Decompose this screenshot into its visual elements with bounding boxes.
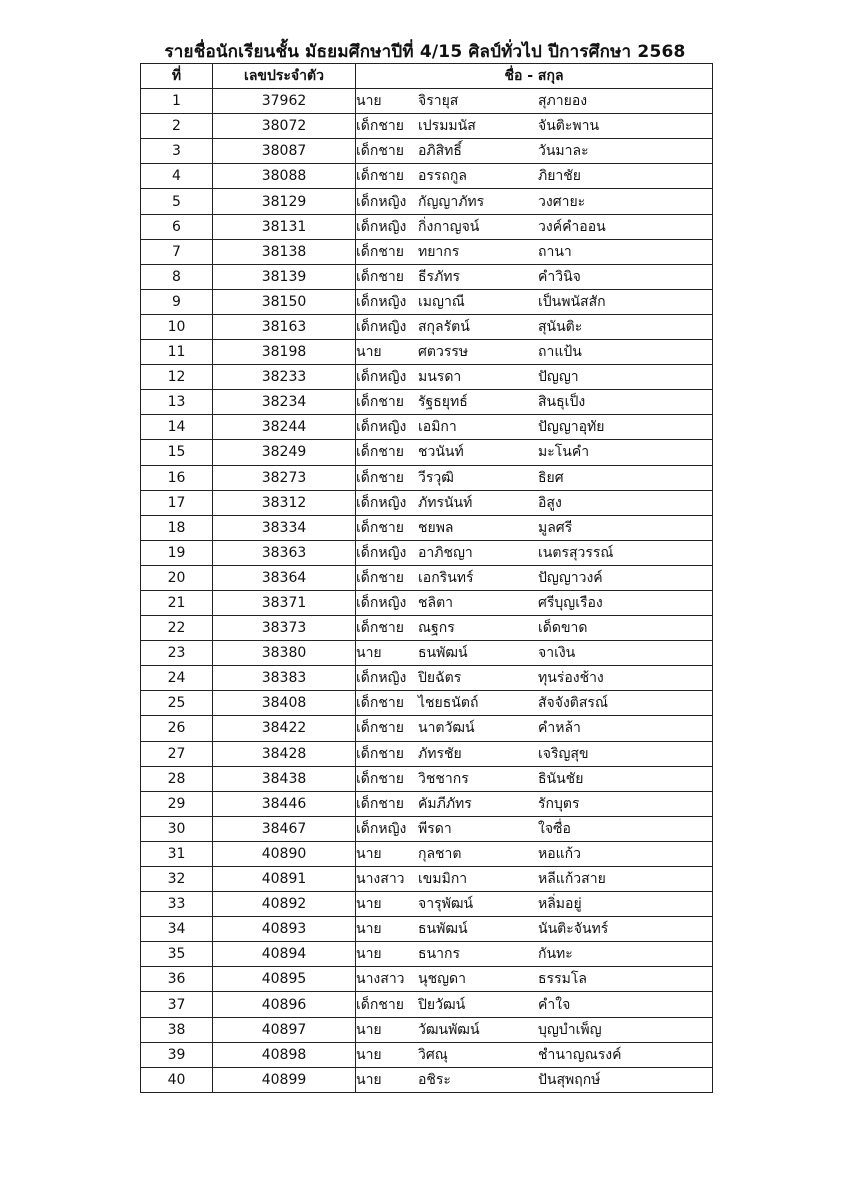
first-name: ธนากร bbox=[418, 946, 460, 963]
row-number: 17 bbox=[141, 490, 213, 515]
student-name bbox=[356, 917, 713, 942]
student-id: 40897 bbox=[213, 1017, 356, 1042]
last-name: ธรรมโล bbox=[538, 971, 587, 988]
student-id: 40893 bbox=[213, 917, 356, 942]
name-prefix: เด็กชาย bbox=[356, 720, 404, 737]
row-number: 14 bbox=[141, 415, 213, 440]
student-id: 38072 bbox=[213, 114, 356, 139]
row-number: 2 bbox=[141, 114, 213, 139]
last-name: สินธุเป็ง bbox=[538, 394, 586, 411]
last-name: อิสูง bbox=[538, 494, 562, 511]
page-title: รายชื่อนักเรียนชั้น มัธยมศึกษาปีที่ 4/15 ศิลป์ทั่วไป ปีการศึกษา 2568 bbox=[164, 42, 686, 62]
first-name: กุลชาต bbox=[418, 845, 462, 862]
student-id: 38139 bbox=[213, 264, 356, 289]
first-name: วีรวุฒิ bbox=[418, 469, 454, 486]
last-name: กันทะ bbox=[538, 946, 573, 963]
row-number: 13 bbox=[141, 390, 213, 415]
student-id: 38234 bbox=[213, 390, 356, 415]
student-id: 40898 bbox=[213, 1042, 356, 1067]
student-id: 40892 bbox=[213, 892, 356, 917]
name-prefix: นาย bbox=[356, 93, 382, 110]
student-id: 38233 bbox=[213, 365, 356, 390]
table-row bbox=[141, 741, 713, 766]
name-prefix: นาย bbox=[356, 845, 382, 862]
student-name bbox=[356, 666, 713, 691]
student-id: 38129 bbox=[213, 189, 356, 214]
student-name bbox=[356, 440, 713, 465]
student-name bbox=[356, 390, 713, 415]
table-row bbox=[141, 992, 713, 1017]
student-name bbox=[356, 992, 713, 1017]
student-name bbox=[356, 867, 713, 892]
first-name: จารุพัฒน์ bbox=[418, 896, 474, 913]
name-prefix: เด็กหญิง bbox=[356, 494, 407, 511]
first-name: ธนพัฒน์ bbox=[418, 645, 468, 662]
student-id: 38334 bbox=[213, 515, 356, 540]
first-name: กัญญาภัทร bbox=[418, 193, 485, 210]
name-prefix: เด็กชาย bbox=[356, 745, 404, 762]
name-prefix: นาย bbox=[356, 946, 382, 963]
first-name: ณฐกร bbox=[418, 620, 455, 637]
first-name: กิ่งกาญจน์ bbox=[418, 218, 480, 235]
table-row bbox=[141, 289, 713, 314]
first-name: ชลิตา bbox=[418, 595, 454, 612]
row-number: 34 bbox=[141, 917, 213, 942]
name-prefix: เด็กชาย bbox=[356, 620, 404, 637]
table-body bbox=[141, 89, 713, 1093]
name-prefix: เด็กชาย bbox=[356, 569, 404, 586]
student-id: 40896 bbox=[213, 992, 356, 1017]
student-name bbox=[356, 892, 713, 917]
row-number: 32 bbox=[141, 867, 213, 892]
name-prefix: เด็กชาย bbox=[356, 519, 404, 536]
name-prefix: นาย bbox=[356, 1071, 382, 1088]
first-name: เปรมมนัส bbox=[418, 118, 476, 135]
first-name: อาภิชญา bbox=[418, 544, 473, 561]
name-prefix: เด็กชาย bbox=[356, 243, 404, 260]
last-name: เจริญสุข bbox=[538, 745, 589, 762]
name-prefix: เด็กชาย bbox=[356, 795, 404, 812]
header-no: ที่ bbox=[141, 64, 213, 89]
student-name bbox=[356, 415, 713, 440]
name-prefix: เด็กหญิง bbox=[356, 820, 407, 837]
first-name: ศตวรรษ bbox=[418, 344, 469, 361]
table-row bbox=[141, 540, 713, 565]
row-number: 16 bbox=[141, 465, 213, 490]
student-name bbox=[356, 716, 713, 741]
student-id: 38249 bbox=[213, 440, 356, 465]
table-row bbox=[141, 1017, 713, 1042]
first-name: ธนพัฒน์ bbox=[418, 921, 468, 938]
row-number: 6 bbox=[141, 214, 213, 239]
last-name: ปัญญาอุทัย bbox=[538, 419, 605, 436]
student-name bbox=[356, 139, 713, 164]
first-name: นุชญดา bbox=[418, 971, 466, 988]
first-name: ไชยธนัตถ์ bbox=[418, 695, 479, 712]
student-name bbox=[356, 791, 713, 816]
last-name: วงศายะ bbox=[538, 193, 586, 210]
last-name: สัจจังติสรณ์ bbox=[538, 695, 608, 712]
name-prefix: เด็กชาย bbox=[356, 143, 404, 160]
student-id: 38380 bbox=[213, 641, 356, 666]
student-name bbox=[356, 465, 713, 490]
last-name: ถาแป้น bbox=[538, 344, 582, 361]
student-id: 38422 bbox=[213, 716, 356, 741]
last-name: สุนันติะ bbox=[538, 318, 583, 335]
table-row bbox=[141, 340, 713, 365]
first-name: สกุลรัตน์ bbox=[418, 318, 470, 335]
first-name: เอกรินทร์ bbox=[418, 569, 474, 586]
table-row bbox=[141, 465, 713, 490]
first-name: นาตวัฒน์ bbox=[418, 720, 475, 737]
row-number: 37 bbox=[141, 992, 213, 1017]
name-prefix: เด็กชาย bbox=[356, 118, 404, 135]
first-name: ปิยวัฒน์ bbox=[418, 996, 466, 1013]
last-name: ศรีบุญเรือง bbox=[538, 595, 603, 612]
row-number: 3 bbox=[141, 139, 213, 164]
name-prefix: เด็กหญิง bbox=[356, 193, 407, 210]
name-prefix: นางสาว bbox=[356, 871, 405, 888]
student-name bbox=[356, 641, 713, 666]
row-number: 22 bbox=[141, 616, 213, 641]
student-id: 38408 bbox=[213, 691, 356, 716]
table-row bbox=[141, 590, 713, 615]
row-number: 28 bbox=[141, 766, 213, 791]
first-name: ธีรภัทร bbox=[418, 268, 461, 285]
row-number: 1 bbox=[141, 89, 213, 114]
name-prefix: นาย bbox=[356, 896, 382, 913]
first-name: วิศณุ bbox=[418, 1046, 448, 1063]
row-number: 25 bbox=[141, 691, 213, 716]
row-number: 38 bbox=[141, 1017, 213, 1042]
name-prefix: เด็กชาย bbox=[356, 996, 404, 1013]
last-name: จาเงิน bbox=[538, 645, 576, 662]
table-row bbox=[141, 89, 713, 114]
last-name: ธินันชัย bbox=[538, 770, 584, 787]
student-name bbox=[356, 365, 713, 390]
first-name: อรรถกูล bbox=[418, 168, 467, 185]
student-name bbox=[356, 766, 713, 791]
student-id: 38312 bbox=[213, 490, 356, 515]
first-name: เมญาณี bbox=[418, 293, 465, 310]
student-name bbox=[356, 590, 713, 615]
student-id: 38087 bbox=[213, 139, 356, 164]
row-number: 19 bbox=[141, 540, 213, 565]
name-prefix: เด็กหญิง bbox=[356, 318, 407, 335]
last-name: วันมาละ bbox=[538, 143, 589, 160]
last-name: มูลศรี bbox=[538, 519, 573, 536]
student-name bbox=[356, 967, 713, 992]
name-prefix: เด็กหญิง bbox=[356, 369, 407, 386]
first-name: ชยพล bbox=[418, 519, 454, 536]
row-number: 5 bbox=[141, 189, 213, 214]
table-row bbox=[141, 114, 713, 139]
table-row bbox=[141, 264, 713, 289]
table-row bbox=[141, 892, 713, 917]
name-prefix: นาย bbox=[356, 921, 382, 938]
student-name bbox=[356, 565, 713, 590]
last-name: หลีแก้วสาย bbox=[538, 871, 606, 888]
last-name: ปัญญา bbox=[538, 369, 579, 386]
table-row bbox=[141, 214, 713, 239]
student-id: 40890 bbox=[213, 841, 356, 866]
student-id: 40899 bbox=[213, 1067, 356, 1092]
student-id: 40895 bbox=[213, 967, 356, 992]
row-number: 36 bbox=[141, 967, 213, 992]
table-row bbox=[141, 1067, 713, 1092]
student-name bbox=[356, 741, 713, 766]
row-number: 9 bbox=[141, 289, 213, 314]
name-prefix: เด็กชาย bbox=[356, 394, 404, 411]
first-name: ภัทรชัย bbox=[418, 745, 462, 762]
table-header-row bbox=[141, 64, 713, 89]
last-name: ถานา bbox=[538, 243, 572, 260]
row-number: 31 bbox=[141, 841, 213, 866]
student-name bbox=[356, 114, 713, 139]
row-number: 12 bbox=[141, 365, 213, 390]
table-row bbox=[141, 641, 713, 666]
table-row bbox=[141, 490, 713, 515]
student-name bbox=[356, 515, 713, 540]
student-name bbox=[356, 314, 713, 339]
last-name: บุญบำเพ็ญ bbox=[538, 1021, 602, 1038]
last-name: วงค์คำออน bbox=[538, 218, 606, 235]
student-name bbox=[356, 816, 713, 841]
student-id: 38373 bbox=[213, 616, 356, 641]
first-name: วิชชากร bbox=[418, 770, 469, 787]
student-name bbox=[356, 1042, 713, 1067]
row-number: 40 bbox=[141, 1067, 213, 1092]
header-student-id: เลขประจำตัว bbox=[213, 64, 356, 89]
student-name bbox=[356, 540, 713, 565]
table-row bbox=[141, 691, 713, 716]
first-name: อภิสิทธิ์ bbox=[418, 143, 462, 160]
table-row bbox=[141, 565, 713, 590]
student-id: 37962 bbox=[213, 89, 356, 114]
first-name: อชิระ bbox=[418, 1071, 451, 1088]
row-number: 4 bbox=[141, 164, 213, 189]
last-name: จันติะพาน bbox=[538, 118, 600, 135]
table-row bbox=[141, 716, 713, 741]
student-id: 38273 bbox=[213, 465, 356, 490]
row-number: 27 bbox=[141, 741, 213, 766]
first-name: พีรดา bbox=[418, 820, 452, 837]
student-name bbox=[356, 691, 713, 716]
student-id: 38371 bbox=[213, 590, 356, 615]
table-row bbox=[141, 666, 713, 691]
student-name bbox=[356, 1067, 713, 1092]
table-row bbox=[141, 867, 713, 892]
last-name: หลิ่มอยู่ bbox=[538, 896, 582, 913]
row-number: 8 bbox=[141, 264, 213, 289]
student-roster-table bbox=[140, 63, 713, 1093]
student-id: 38131 bbox=[213, 214, 356, 239]
table-row bbox=[141, 917, 713, 942]
student-name bbox=[356, 1017, 713, 1042]
last-name: นันติะจันทร์ bbox=[538, 921, 609, 938]
student-id: 40891 bbox=[213, 867, 356, 892]
last-name: เป็นพนัสสัก bbox=[538, 293, 606, 310]
name-prefix: นางสาว bbox=[356, 971, 405, 988]
first-name: ภัทรนันท์ bbox=[418, 494, 473, 511]
row-number: 18 bbox=[141, 515, 213, 540]
row-number: 7 bbox=[141, 239, 213, 264]
first-name: ทยากร bbox=[418, 243, 460, 260]
table-row bbox=[141, 942, 713, 967]
table-row bbox=[141, 515, 713, 540]
student-name bbox=[356, 490, 713, 515]
table-row bbox=[141, 616, 713, 641]
name-prefix: นาย bbox=[356, 645, 382, 662]
last-name: ปัญญาวงค์ bbox=[538, 569, 603, 586]
last-name: หอแก้ว bbox=[538, 845, 581, 862]
student-id: 38088 bbox=[213, 164, 356, 189]
last-name: เนตรสุวรรณ์ bbox=[538, 544, 614, 561]
first-name: เอมิกา bbox=[418, 419, 457, 436]
first-name: เขมมิกา bbox=[418, 871, 468, 888]
table-row bbox=[141, 841, 713, 866]
last-name: ทุนร่องช้าง bbox=[538, 670, 604, 687]
last-name: ภิยาชัย bbox=[538, 168, 581, 185]
student-id: 38363 bbox=[213, 540, 356, 565]
row-number: 33 bbox=[141, 892, 213, 917]
first-name: มนรดา bbox=[418, 369, 462, 386]
last-name: มะโนคำ bbox=[538, 444, 590, 461]
row-number: 23 bbox=[141, 641, 213, 666]
name-prefix: นาย bbox=[356, 344, 382, 361]
last-name: ธิยศ bbox=[538, 469, 564, 486]
student-id: 38364 bbox=[213, 565, 356, 590]
student-name bbox=[356, 616, 713, 641]
table-row bbox=[141, 766, 713, 791]
name-prefix: เด็กหญิง bbox=[356, 544, 407, 561]
student-id: 38163 bbox=[213, 314, 356, 339]
last-name: คำหล้า bbox=[538, 720, 581, 737]
name-prefix: เด็กหญิง bbox=[356, 595, 407, 612]
table-row bbox=[141, 314, 713, 339]
table-row bbox=[141, 816, 713, 841]
first-name: รัฐธยุทธ์ bbox=[418, 394, 468, 411]
student-name bbox=[356, 340, 713, 365]
student-name bbox=[356, 264, 713, 289]
name-prefix: เด็กชาย bbox=[356, 444, 404, 461]
row-number: 29 bbox=[141, 791, 213, 816]
table-row bbox=[141, 164, 713, 189]
student-id: 38198 bbox=[213, 340, 356, 365]
student-name bbox=[356, 164, 713, 189]
student-name bbox=[356, 841, 713, 866]
last-name: ปันสุพฤกษ์ bbox=[538, 1071, 601, 1088]
table-row bbox=[141, 1042, 713, 1067]
student-name bbox=[356, 189, 713, 214]
last-name: สุภายอง bbox=[538, 93, 588, 110]
first-name: จิรายุส bbox=[418, 93, 459, 110]
table-row bbox=[141, 390, 713, 415]
row-number: 11 bbox=[141, 340, 213, 365]
name-prefix: เด็กชาย bbox=[356, 770, 404, 787]
table-row bbox=[141, 365, 713, 390]
first-name: ปิยฉัตร bbox=[418, 670, 462, 687]
row-number: 15 bbox=[141, 440, 213, 465]
name-prefix: เด็กชาย bbox=[356, 695, 404, 712]
name-prefix: เด็กชาย bbox=[356, 168, 404, 185]
student-id: 38244 bbox=[213, 415, 356, 440]
name-prefix: เด็กหญิง bbox=[356, 670, 407, 687]
table-row bbox=[141, 967, 713, 992]
student-id: 38138 bbox=[213, 239, 356, 264]
name-prefix: เด็กชาย bbox=[356, 469, 404, 486]
student-name bbox=[356, 239, 713, 264]
student-id: 40894 bbox=[213, 942, 356, 967]
row-number: 39 bbox=[141, 1042, 213, 1067]
table-row bbox=[141, 791, 713, 816]
name-prefix: เด็กหญิง bbox=[356, 419, 407, 436]
student-name bbox=[356, 942, 713, 967]
first-name: คัมภีภัทร bbox=[418, 795, 472, 812]
first-name: ชวนันท์ bbox=[418, 444, 464, 461]
student-id: 38383 bbox=[213, 666, 356, 691]
last-name: คำใจ bbox=[538, 996, 571, 1013]
row-number: 26 bbox=[141, 716, 213, 741]
last-name: คำวินิจ bbox=[538, 268, 581, 285]
last-name: รักบุตร bbox=[538, 795, 580, 812]
row-number: 20 bbox=[141, 565, 213, 590]
last-name: เด็ดขาด bbox=[538, 620, 588, 637]
last-name: ใจซื่อ bbox=[538, 820, 571, 837]
table-row bbox=[141, 415, 713, 440]
student-name bbox=[356, 214, 713, 239]
name-prefix: เด็กหญิง bbox=[356, 293, 407, 310]
row-number: 21 bbox=[141, 590, 213, 615]
name-prefix: นาย bbox=[356, 1021, 382, 1038]
last-name: ชำนาญณรงค์ bbox=[538, 1046, 622, 1063]
row-number: 30 bbox=[141, 816, 213, 841]
student-id: 38150 bbox=[213, 289, 356, 314]
student-id: 38438 bbox=[213, 766, 356, 791]
table-row bbox=[141, 189, 713, 214]
student-name bbox=[356, 289, 713, 314]
student-id: 38428 bbox=[213, 741, 356, 766]
table-row bbox=[141, 139, 713, 164]
name-prefix: เด็กหญิง bbox=[356, 218, 407, 235]
student-name bbox=[356, 89, 713, 114]
first-name: วัฒนพัฒน์ bbox=[418, 1021, 480, 1038]
name-prefix: นาย bbox=[356, 1046, 382, 1063]
header-name: ชื่อ - สกุล bbox=[356, 64, 713, 89]
table-row bbox=[141, 440, 713, 465]
student-id: 38446 bbox=[213, 791, 356, 816]
row-number: 10 bbox=[141, 314, 213, 339]
table-row bbox=[141, 239, 713, 264]
name-prefix: เด็กชาย bbox=[356, 268, 404, 285]
row-number: 24 bbox=[141, 666, 213, 691]
row-number: 35 bbox=[141, 942, 213, 967]
student-id: 38467 bbox=[213, 816, 356, 841]
